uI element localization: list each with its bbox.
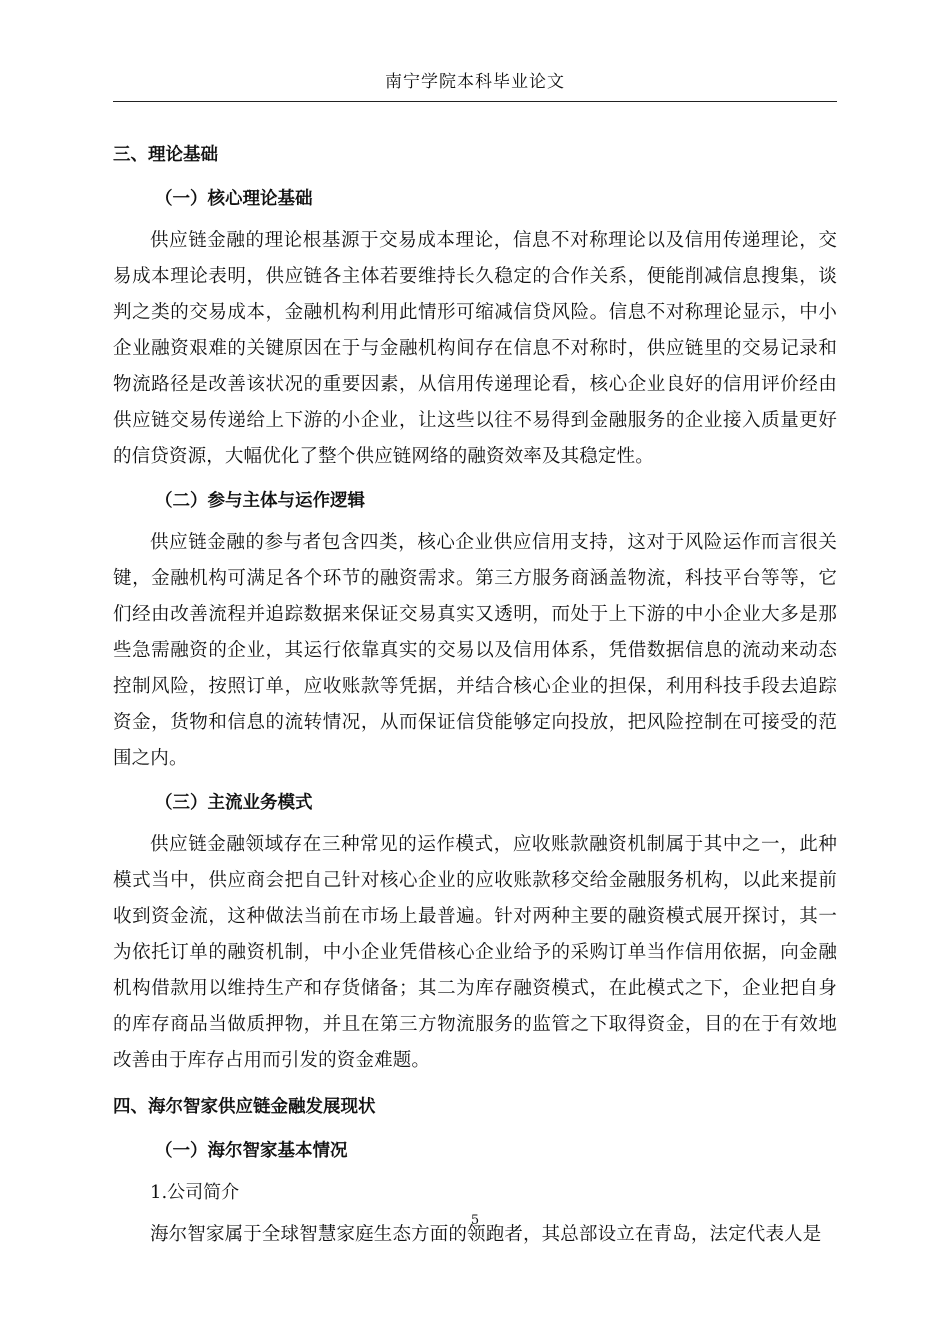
paragraph-company-profile: 海尔智家属于全球智慧家庭生态方面的领跑者，其总部设立在青岛，法定代表人是 — [150, 1224, 822, 1245]
page-number: 5 — [470, 1213, 480, 1228]
paragraph-core-theory: 供应链金融的理论根基源于交易成本理论，信息不对称理论以及信用传递理论，交易成本理论表明，供应链各主体若要维持长久稳定的合作关系，便能削减信息搜集，谈判之类的交易成本，金融机构利用此情形可缩减信贷风险。信息不对称理论显示，中小企业融资艰难的关键原因在于与金融机构间存在信息不对称时，供应链里的交易记录和物流路径是改善该状况的重要因素，从信用传递理论看，核心企业良好的信用评价经由供应链交易传递给上下游的小企业，让这些以往不易得到金融服务的企业接入质量更好的信贷资源，大幅优化了整个供应链网络的融资效率及其稳定性。 — [113, 230, 837, 467]
header-rule — [113, 101, 837, 102]
page-content — [113, 137, 837, 1253]
paragraph-business-modes: 供应链金融领域存在三种常见的运作模式，应收账款融资机制属于其中之一，此种模式当中，供应商会把自己针对核心企业的应收账款移交给金融服务机构，以此来提前收到资金流，这种做法当前在市场上最普遍。针对两种主要的融资模式展开探讨，其一为依托订单的融资机制，中小企业凭借核心企业给予的采购订单当作信用依据，向金融机构借款用以维持生产和存货储备；其二为库存融资模式，在此模式之下，企业把自身的库存商品当做质押物，并且在第三方物流服务的监管之下取得资金，目的在于有效地改善由于库存占用而引发的资金难题。 — [113, 834, 837, 1071]
subsection-heading-core-theory: （一）核心理论基础 — [155, 189, 313, 209]
section-heading-theory: 三、理论基础 — [113, 145, 218, 165]
subsection-heading-participants: （二）参与主体与运作逻辑 — [155, 491, 365, 511]
section-heading-haier-status: 四、海尔智家供应链金融发展现状 — [113, 1097, 376, 1117]
subsection-heading-haier-basics: （一）海尔智家基本情况 — [155, 1141, 348, 1161]
item-heading-company-profile: 1.公司简介 — [150, 1182, 240, 1203]
paragraph-participants: 供应链金融的参与者包含四类，核心企业供应信用支持，这对于风险运作而言很关键，金融机构可满足各个环节的融资需求。第三方服务商涵盖物流，科技平台等等，它们经由改善流程并追踪数据来保证交易真实又透明，而处于上下游的中小企业大多是那些急需融资的企业，其运行依靠真实的交易以及信用体系，凭借数据信息的流动来动态控制风险，按照订单，应收账款等凭据，并结合核心企业的担保，利用科技手段去追踪资金，货物和信息的流转情况，从而保证信贷能够定向投放，把风险控制在可接受的范围之内。 — [113, 532, 837, 769]
subsection-heading-business-modes: （三）主流业务模式 — [155, 793, 313, 813]
running-header: 南宁学院本科毕业论文 — [385, 72, 565, 92]
